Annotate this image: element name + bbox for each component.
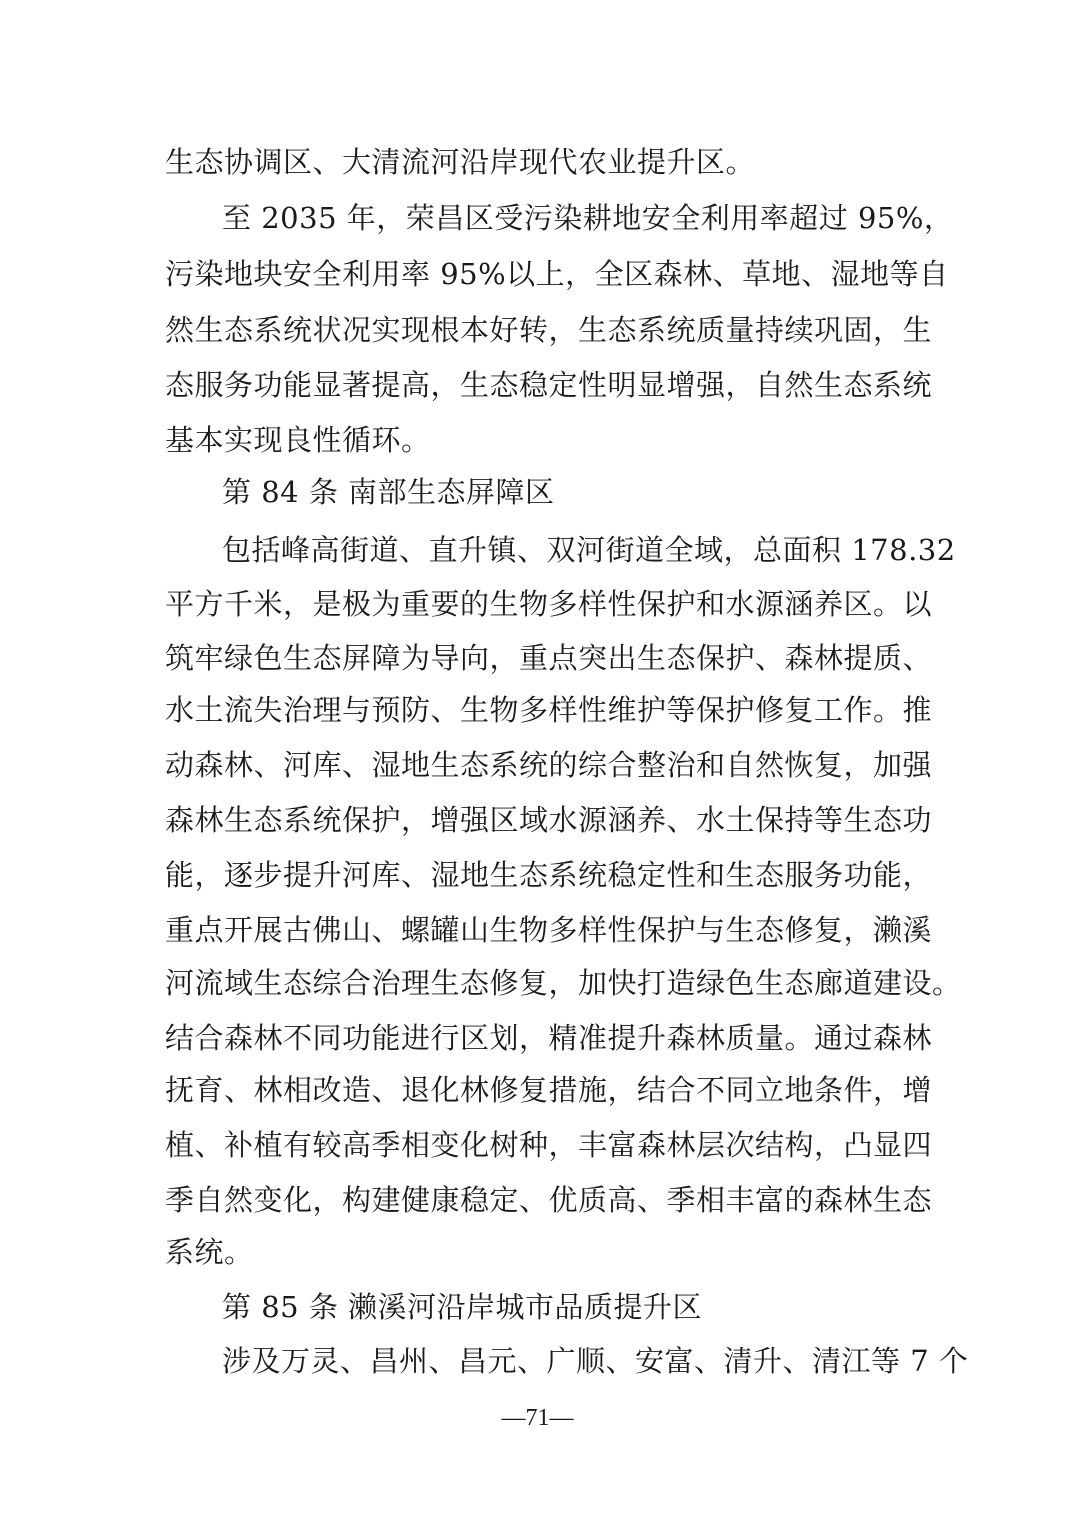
text-line-14: 能，逐步提升河库、湿地生态系统稳定性和生态服务功能， xyxy=(165,858,933,892)
text-line-4: 然生态系统状况实现根本好转，生态系统质量持续巩固，生 xyxy=(165,313,933,347)
text-line-13: 森林生态系统保护，增强区域水源涵养、水土保持等生态功 xyxy=(165,803,933,837)
text-line-18: 抚育、林相改造、退化林修复措施，结合不同立地条件，增 xyxy=(165,1073,933,1107)
page-number: —71— xyxy=(501,1405,574,1431)
text-line-8: 包括峰高街道、直升镇、双河街道全域，总面积 178.32 xyxy=(222,533,956,567)
text-line-12: 动森林、河库、湿地生态系统的综合整治和自然恢复，加强 xyxy=(165,748,933,782)
text-line-11: 水土流失治理与预防、生物多样性维护等保护修复工作。推 xyxy=(165,693,933,727)
text-line-10: 筑牢绿色生态屏障为导向，重点突出生态保护、森林提质、 xyxy=(165,641,933,675)
text-line-23: 涉及万灵、昌州、昌元、广顺、安富、清升、清江等 7 个 xyxy=(222,1344,969,1378)
text-line-20: 季自然变化，构建健康稳定、优质高、季相丰富的森林生态 xyxy=(165,1183,933,1217)
text-line-9: 平方千米，是极为重要的生物多样性保护和水源涵养区。以 xyxy=(165,587,933,621)
section-heading-84: 第 84 条 南部生态屏障区 xyxy=(222,475,555,509)
text-line-21: 系统。 xyxy=(165,1235,254,1269)
text-line-19: 植、补植有较高季相变化树种，丰富森林层次结构，凸显四 xyxy=(165,1128,933,1162)
text-line-5: 态服务功能显著提高，生态稳定性明显增强，自然生态系统 xyxy=(165,368,933,402)
text-line-3: 污染地块安全利用率 95%以上，全区森林、草地、湿地等自 xyxy=(165,257,949,291)
text-line-15: 重点开展古佛山、螺罐山生物多样性保护与生态修复，濑溪 xyxy=(165,913,933,947)
text-line-1: 生态协调区、大清流河沿岸现代农业提升区。 xyxy=(165,145,756,179)
text-line-17: 结合森林不同功能进行区划，精准提升森林质量。通过森林 xyxy=(165,1021,933,1055)
text-line-16: 河流域生态综合治理生态修复，加快打造绿色生态廊道建设。 xyxy=(165,966,962,1000)
text-line-6: 基本实现良性循环。 xyxy=(165,423,431,457)
text-line-2: 至 2035 年，荣昌区受污染耕地安全利用率超过 95%， xyxy=(222,201,954,235)
section-heading-85: 第 85 条 濑溪河沿岸城市品质提升区 xyxy=(222,1290,703,1324)
